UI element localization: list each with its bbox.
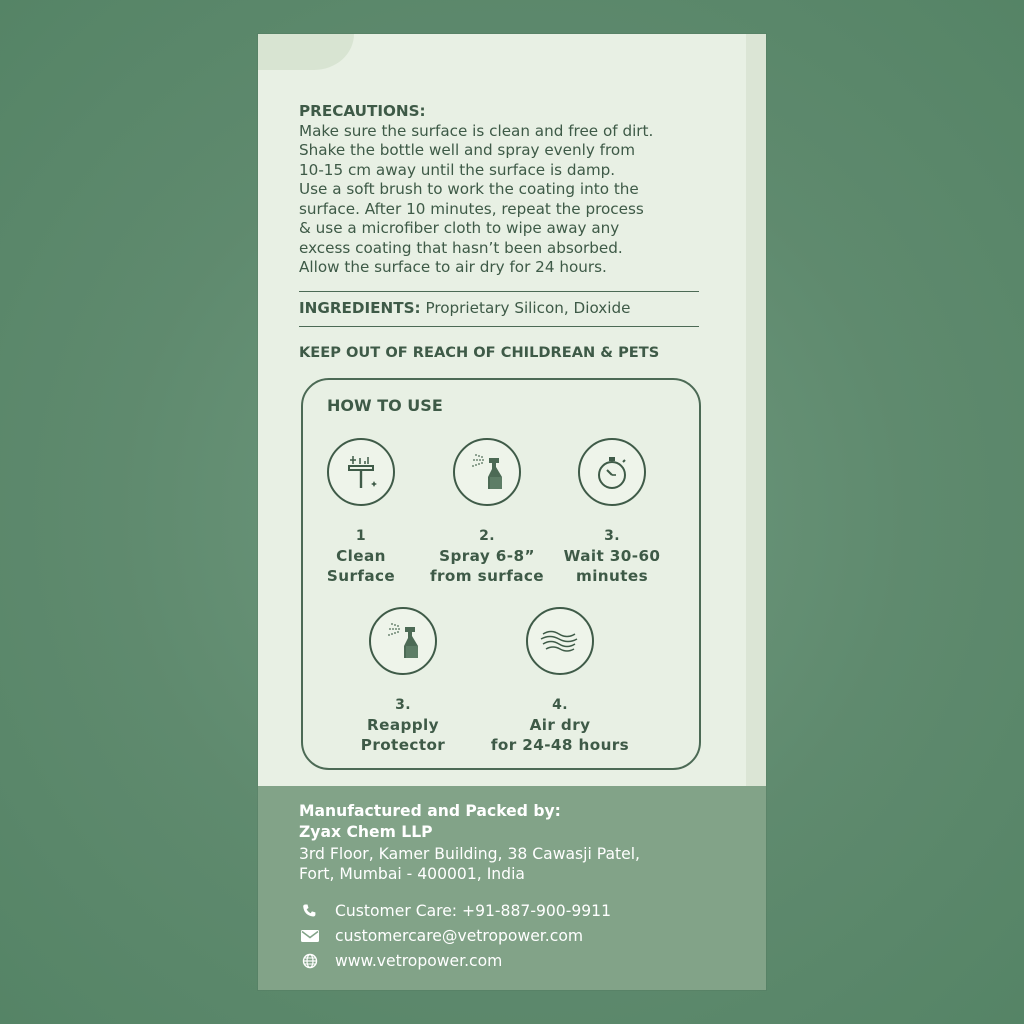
customer-care-row [299,902,611,920]
step-text: from surface [430,567,544,585]
manufactured-label: Manufactured and Packed by: [299,802,561,820]
step-number: 4. [552,697,568,713]
precautions-line: & use a microfiber cloth to wipe away any [299,219,620,237]
precautions-section [299,102,719,278]
step-text: Clean [336,547,386,565]
customer-care-text: Customer Care: +91-887-900-9911 [335,902,612,920]
website-link[interactable]: www.vetropower.com [335,952,503,970]
product-label [258,34,766,990]
precautions-heading: PRECAUTIONS: [299,102,426,120]
how-to-use-title: HOW TO USE [327,396,443,415]
how-to-use-box [301,378,701,770]
step-number: 1 [355,528,367,544]
step-text: Spray 6-8” [439,547,535,565]
label-corner-tab [258,34,354,70]
ingredients-line [299,299,709,317]
step-air-dry [490,607,630,755]
step-text: Wait 30-60 [563,547,661,565]
step-text: Protector [360,736,446,754]
ingredients-label: INGREDIENTS: [299,299,421,317]
spray-bottle-icon [453,438,521,506]
company-name: Zyax Chem LLP [299,823,433,841]
step-number: 2. [479,528,495,544]
squeegee-icon [327,438,395,506]
spray-bottle-icon [369,607,437,675]
address-line: 3rd Floor, Kamer Building, 38 Cawasji Patel, [299,845,641,863]
envelope-icon [299,927,321,945]
ingredients-value: Proprietary Silicon, Dioxide [420,299,631,317]
phone-icon [299,902,321,920]
precautions-line: Make sure the surface is clean and free of dirt. [299,121,654,140]
precautions-line: surface. After 10 minutes, repeat the process [299,199,644,218]
step-text: minutes [575,567,649,585]
email-row [299,927,583,945]
precautions-line: Use a soft brush to work the coating into the [299,180,639,198]
step-text: Surface [326,567,396,585]
step-number: 3. [395,697,411,713]
globe-icon [299,952,321,970]
step-spray [417,438,557,586]
precautions-line: Allow the surface to air dry for 24 hours. [299,258,607,276]
divider-bottom [299,326,699,327]
divider-top [299,291,699,292]
label-side-strip [746,34,766,786]
precautions-line: excess coating that hasn’t been absorbed. [299,238,623,257]
step-reapply [333,607,473,755]
precautions-line: Shake the bottle well and spray evenly from [299,141,636,159]
precautions-line: 10-15 cm away until the surface is damp. [299,160,616,179]
website-row [299,952,502,970]
step-number: 3. [604,528,620,544]
step-text: for 24-48 hours [490,736,630,754]
email-link[interactable]: customercare@vetropower.com [335,927,584,945]
stopwatch-icon [578,438,646,506]
address-line: Fort, Mumbai - 400001, India [299,865,525,883]
safety-warning: KEEP OUT OF REACH OF CHILDREAN & PETS [299,344,660,361]
manufacturer-footer [258,786,766,990]
step-clean-surface [291,438,431,586]
step-text: Reapply [367,716,439,734]
step-wait [542,438,682,586]
step-text: Air dry [529,716,591,734]
air-waves-icon [526,607,594,675]
